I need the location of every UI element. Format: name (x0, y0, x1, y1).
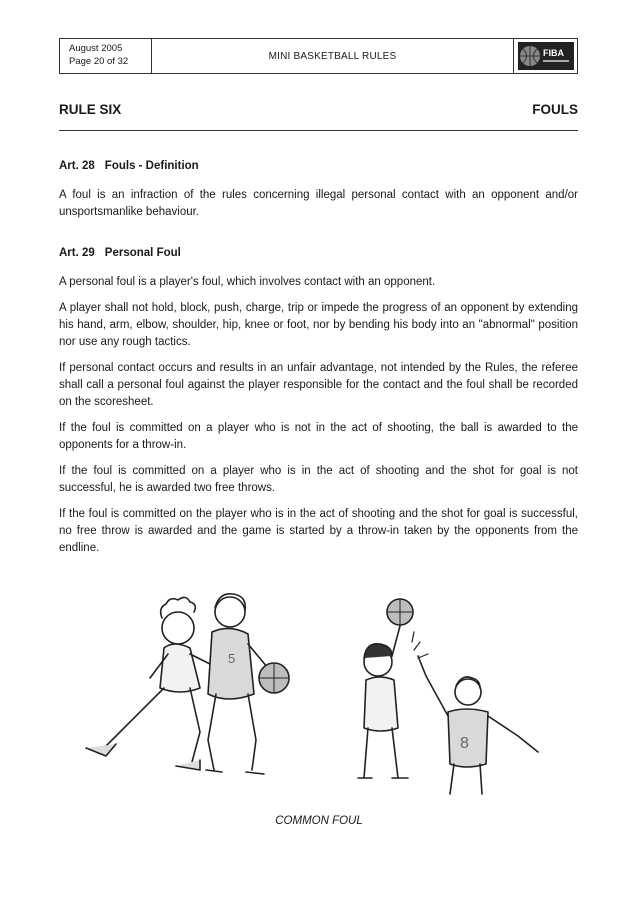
article-28-paragraph: A foul is an infraction of the rules concerning illegal personal contact with an opponent and/or unsportsmanlike behaviour. (59, 189, 578, 218)
jersey-number-left: 5 (228, 651, 236, 666)
article-29-paragraph-3: If personal contact occurs and results in an unfair advantage, not intended by the Rules, the referee shall call a personal foul against the player responsible for the contact and the foul shall be recorded on the scoresheet. (59, 362, 578, 408)
jersey-number-right: 8 (460, 735, 469, 752)
article-29-paragraph-5: If the foul is committed on a player who is in the act of shooting and the shot for goal is not successful, he is awarded two free throws. (59, 465, 578, 494)
rule-title: RULE SIX (59, 102, 122, 117)
article-28-title: Fouls - Definition (104, 160, 199, 172)
article-29-number: Art. 29 (59, 247, 95, 259)
logo-text: FIBA (542, 48, 564, 58)
article-29-title: Personal Foul (104, 247, 181, 259)
offensive-figure-left (206, 594, 268, 774)
page-header (59, 38, 578, 74)
contact-burst (412, 632, 428, 658)
document-body (59, 158, 578, 566)
article-28-number: Art. 28 (59, 160, 95, 172)
header-date: August 2005 (69, 43, 123, 54)
fiba-logo-icon (518, 42, 574, 70)
article-29-heading (59, 245, 578, 262)
header-meta (60, 39, 152, 73)
spacer (59, 230, 578, 245)
common-foul-illustration (78, 588, 558, 798)
article-29-paragraph-1: A personal foul is a player's foul, which involves contact with an opponent. (59, 276, 436, 288)
rule-subject: FOULS (532, 102, 578, 117)
header-page-number: Page 20 of 32 (69, 56, 129, 67)
article-29-paragraph-6: If the foul is committed on the player who is in the act of shooting and the shot for goal is successful, no free throw is awarded and the game is started by a throw-in taken by the opponents from the endline. (59, 508, 578, 554)
header-title: MINI BASKETBALL RULES (268, 50, 397, 62)
shooter-figure-right (358, 599, 413, 778)
figure-caption: COMMON FOUL (275, 815, 363, 827)
rule-divider (59, 130, 578, 131)
article-29-paragraph-2: A player shall not hold, block, push, charge, trip or impede the progress of an opponent by extending his hand, arm, elbow, shoulder, hip, knee or foot, nor by bending his body into an "abnormal" position nor use any rough tactics. (59, 302, 578, 348)
defender-figure-right (418, 656, 538, 794)
header-logo-cell (513, 39, 577, 73)
article-28-heading (59, 158, 578, 175)
article-29-paragraph-4: If the foul is committed on a player who is not in the act of shooting, the ball is awarded to the opponents for a throw-in. (59, 422, 578, 451)
